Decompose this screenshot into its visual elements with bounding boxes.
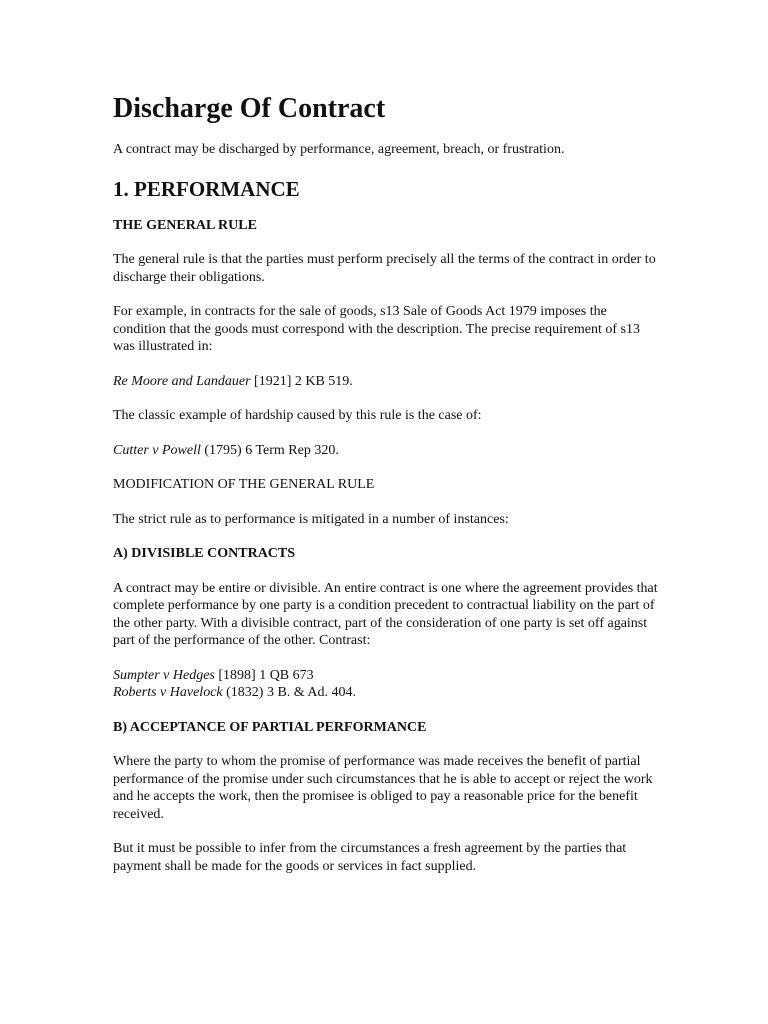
modification-heading: MODIFICATION OF THE GENERAL RULE — [113, 477, 375, 492]
divisible-contracts-heading: A) DIVISIBLE CONTRACTS — [113, 546, 296, 561]
case-reference: [1898] 1 QB 673 — [214, 667, 314, 683]
partial-performance-heading: B) ACCEPTANCE OF PARTIAL PERFORMANCE — [113, 719, 427, 735]
case-name: Roberts v Havelock — [113, 685, 223, 700]
intro-paragraph: A contract may be discharged by performance, agreement, breach, or frustration. — [113, 142, 565, 157]
section-heading-performance: 1. PERFORMANCE — [113, 176, 300, 201]
case-name: Cutter v Powell — [113, 442, 201, 458]
case-citation-moore — [113, 373, 658, 391]
case-reference: [1921] 2 KB 519. — [250, 373, 353, 389]
modification-paragraph: The strict rule as to performance is mitigated in a number of instances: — [113, 511, 509, 527]
case-reference: (1795) 6 Term Rep 320. — [200, 442, 339, 458]
general-rule-paragraph-2: For example, in contracts for the sale of goods, s13 Sale of Goods Act 1979 imposes the condition that the goods must correspond with the description. The precise requirement of s13 was illustrated in: — [113, 304, 640, 354]
case-reference: (1832) 3 B. & Ad. 404. — [222, 685, 357, 700]
partial-performance-paragraph-1: Where the party to whom the promise of performance was made receives the benefit of partial performance of the promise under such circumstances that he is able to accept or reject the work and he accepts the work, then the promisee is obliged to pay a reasonable price for the benefit received. — [113, 754, 653, 822]
partial-performance-paragraph-2: But it must be possible to infer from the circumstances a fresh agreement by the parties that payment shall be made for the goods or services in fact supplied. — [113, 841, 627, 874]
case-name: Sumpter v Hedges — [113, 667, 215, 683]
document-title: Discharge Of Contract — [113, 93, 386, 124]
general-rule-heading: THE GENERAL RULE — [113, 217, 257, 233]
general-rule-paragraph-3: The classic example of hardship caused by this rule is the case of: — [113, 408, 482, 423]
general-rule-paragraph-1: The general rule is that the parties must perform precisely all the terms of the contract in order to discharge their obligations. — [113, 252, 656, 285]
case-citations-divisible — [113, 667, 658, 702]
case-citation-cutter — [113, 442, 658, 460]
case-name: Re Moore and Landauer — [113, 373, 251, 389]
divisible-contracts-paragraph: A contract may be entire or divisible. An entire contract is one where the agreement provides that complete performance by one party is a condition precedent to contractual liability on the part of the other party. With a divisible contract, part of the consideration of one party is set off against part of the performance of the other. Contrast: — [113, 580, 658, 648]
